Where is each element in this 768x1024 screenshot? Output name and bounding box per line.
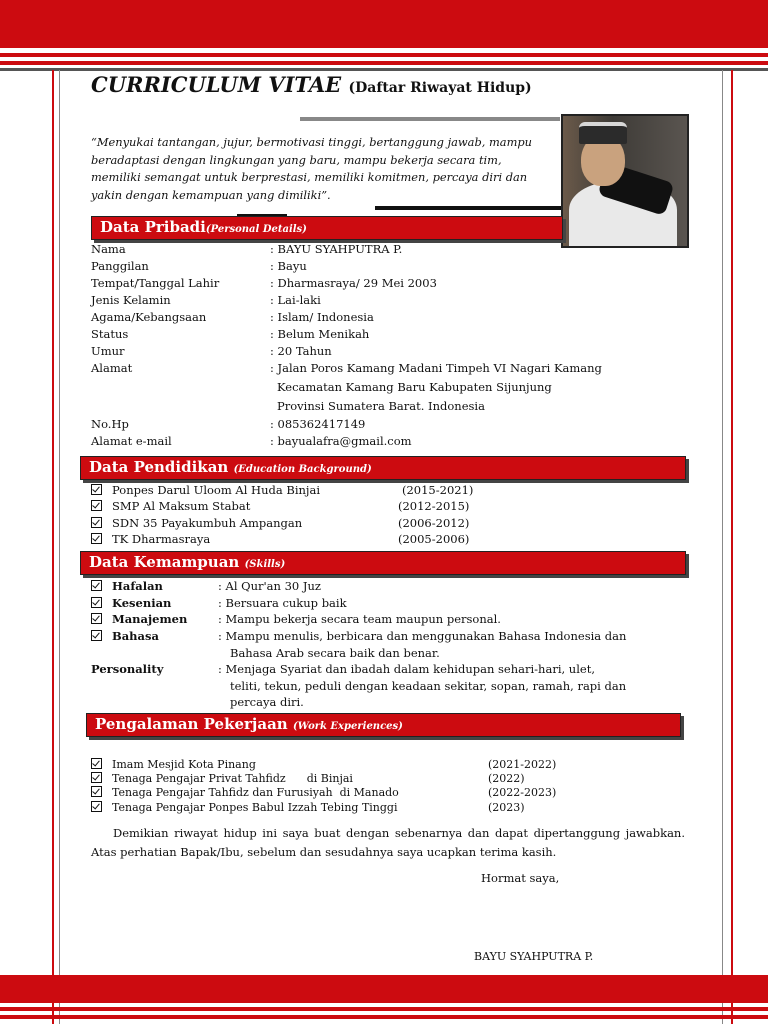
- top-red-band: [0, 0, 768, 48]
- checkbox-icon: [91, 772, 102, 783]
- personal-label: Jenis Kelamin: [91, 293, 171, 307]
- closing-text: Demikian riwayat hidup ini saya buat dengan sebenarnya dan dapat dipertanggung jawabkan. Atas perhatian Bapak/Ibu, sebelum dan sesudahnya saya ucapkan terima kasih.: [91, 826, 685, 859]
- personal-value: : Islam/ Indonesia: [270, 310, 374, 324]
- personal-value: : 20 Tahun: [270, 344, 332, 358]
- closing-paragraph: [91, 824, 685, 862]
- personality-line: : Menjaga Syariat dan ibadah dalam kehidupan sehari-hari, ulet,: [218, 662, 595, 676]
- education-name: SMP Al Maksum Stabat: [112, 499, 251, 513]
- title-divider: [300, 117, 560, 121]
- left-frame-line: [52, 70, 54, 1024]
- checkbox-icon: [91, 758, 102, 769]
- personal-value: Kecamatan Kamang Baru Kabupaten Sijunjung: [277, 380, 552, 394]
- section-header-skills: [80, 551, 686, 575]
- work-name: Tenaga Pengajar Ponpes Babul Izzah Tebing Tinggi: [112, 801, 398, 814]
- personal-value: : 085362417149: [270, 417, 366, 431]
- skill-value: : Mampu bekerja secara team maupun personal.: [218, 612, 501, 626]
- bottom-red-stripe: [0, 1015, 768, 1019]
- title-sub: (Daftar Riwayat Hidup): [348, 80, 532, 96]
- section-title: Pengalaman Pekerjaan: [95, 715, 288, 733]
- work-years: (2023): [488, 801, 525, 814]
- skill-value: : Mampu menulis, berbicara dan menggunakan Bahasa Indonesia dan: [218, 629, 627, 643]
- personal-label: Umur: [91, 344, 125, 358]
- personal-label: Agama/Kebangsaan: [91, 310, 207, 324]
- skill-label: Manajemen: [112, 612, 188, 626]
- section-title: Data Pribadi: [100, 218, 206, 236]
- skill-value-cont: Bahasa Arab secara baik dan benar.: [230, 646, 440, 660]
- checkbox-icon: [91, 517, 102, 528]
- signature-name: BAYU SYAHPUTRA P.: [474, 950, 594, 963]
- education-name: SDN 35 Payakumbuh Ampangan: [112, 516, 303, 530]
- section-subtitle: (Work Experiences): [292, 721, 403, 732]
- personal-label: Alamat: [91, 361, 133, 375]
- section-title: Data Kemampuan: [89, 553, 240, 571]
- section-header-work: [86, 713, 681, 737]
- checkbox-icon: [91, 500, 102, 511]
- skill-label: Hafalan: [112, 579, 163, 593]
- skill-label: Kesenian: [112, 596, 172, 610]
- list-item: [91, 596, 171, 610]
- personal-label: Panggilan: [91, 259, 149, 273]
- personal-quote: “Menyukai tantangan, jujur, bermotivasi tinggi, bertanggung jawab, mampu beradaptasi dengan lingkungan yang baru, mampu bekerja secara tim, memiliki semangat untuk berprestasi, memiliki komitmen, percaya diri dan yakin dengan kemampuan yang dimiliki”.: [91, 135, 533, 202]
- work-years: (2021-2022): [488, 758, 557, 771]
- checkbox-icon: [91, 613, 102, 624]
- list-item: [91, 772, 353, 785]
- education-years: (2012-2015): [398, 499, 470, 513]
- work-years: (2022): [488, 772, 525, 785]
- top-red-stripe: [0, 61, 768, 65]
- list-item: [91, 629, 159, 643]
- checkbox-icon: [91, 786, 102, 797]
- skill-value: : Bersuara cukup baik: [218, 596, 347, 610]
- section-title: Data Pendidikan: [89, 458, 229, 476]
- personality-label: Personality: [91, 662, 164, 676]
- personal-value: : BAYU SYAHPUTRA P.: [270, 242, 403, 256]
- checkbox-icon: [91, 533, 102, 544]
- checkbox-icon: [91, 630, 102, 641]
- list-item: [91, 579, 163, 593]
- list-item: [91, 758, 256, 771]
- personal-value: : Dharmasraya/ 29 Mei 2003: [270, 276, 437, 290]
- page-title: [91, 72, 532, 97]
- top-red-stripe: [0, 53, 768, 57]
- list-item: [91, 499, 250, 513]
- section-header-education: [80, 456, 686, 480]
- personality-line: teliti, tekun, peduli dengan keadaan sekitar, sopan, ramah, rapi dan: [230, 679, 627, 693]
- personal-label: Nama: [91, 242, 126, 256]
- top-gray-stripe: [0, 68, 768, 71]
- work-name: Imam Mesjid Kota Pinang: [112, 758, 256, 771]
- checkbox-icon: [91, 801, 102, 812]
- education-name: Ponpes Darul Uloom Al Huda Binjai: [112, 483, 320, 497]
- personal-value: : Bayu: [270, 259, 307, 273]
- section-header-personal: [91, 216, 563, 240]
- personal-value: : Jalan Poros Kamang Madani Timpeh VI Nagari Kamang: [270, 361, 602, 375]
- personal-value: Provinsi Sumatera Barat. Indonesia: [277, 399, 485, 413]
- personality-line: percaya diri.: [230, 695, 304, 709]
- checkbox-icon: [91, 580, 102, 591]
- personal-value: : bayualafra@gmail.com: [270, 434, 412, 448]
- list-item: [91, 612, 187, 626]
- section-subtitle: (Education Background): [233, 464, 372, 475]
- list-item: [91, 801, 397, 814]
- education-years: (2015-2021): [402, 483, 474, 497]
- list-item: [91, 532, 210, 546]
- right-frame-line: [722, 70, 723, 1024]
- personal-label: Status: [91, 327, 129, 341]
- personal-value: : Lai-laki: [270, 293, 321, 307]
- personal-label: Tempat/Tanggal Lahir: [91, 276, 220, 290]
- skill-value: : Al Qur'an 30 Juz: [218, 579, 321, 593]
- list-item: [91, 483, 320, 497]
- regards-text: Hormat saya,: [481, 871, 560, 885]
- bottom-red-band: [0, 975, 768, 1003]
- skill-label: Bahasa: [112, 629, 159, 643]
- list-item: [91, 516, 302, 530]
- bottom-red-stripe: [0, 1007, 768, 1011]
- left-frame-line: [59, 70, 60, 1024]
- work-name: Tenaga Pengajar Privat Tahfidz di Binjai: [112, 772, 353, 785]
- education-years: (2005-2006): [398, 532, 470, 546]
- list-item: [91, 786, 399, 799]
- quote-divider: [375, 206, 565, 210]
- education-years: (2006-2012): [398, 516, 470, 530]
- profile-photo: [561, 114, 689, 248]
- personal-label: Alamat e-mail: [91, 434, 172, 448]
- education-name: TK Dharmasraya: [112, 532, 211, 546]
- title-main: CURRICULUM VITAE: [91, 72, 342, 97]
- personal-value: : Belum Menikah: [270, 327, 370, 341]
- section-subtitle: (Personal Details): [205, 224, 307, 235]
- personal-label: No.Hp: [91, 417, 129, 431]
- checkbox-icon: [91, 484, 102, 495]
- section-subtitle: (Skills): [244, 559, 286, 570]
- work-years: (2022-2023): [488, 786, 557, 799]
- checkbox-icon: [91, 597, 102, 608]
- work-name: Tenaga Pengajar Tahfidz dan Furusiyah di Manado: [112, 786, 399, 799]
- right-frame-line: [731, 70, 733, 1024]
